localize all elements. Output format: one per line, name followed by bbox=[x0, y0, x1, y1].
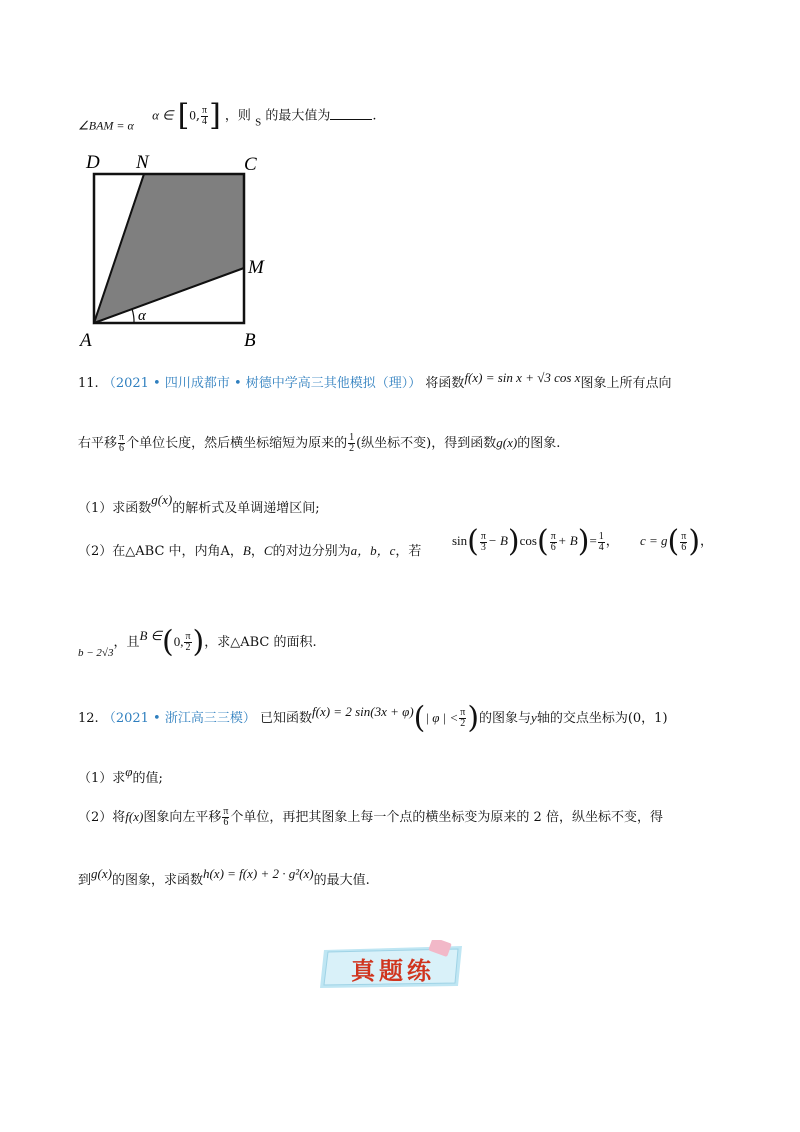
q12-text2: 的图象与 bbox=[479, 711, 532, 726]
max-value-text: 的最大值为 bbox=[265, 108, 331, 124]
q11-part1-b: 的解析式及单调递增区间; bbox=[172, 501, 320, 516]
answer-blank bbox=[330, 109, 372, 120]
c-condition: c = g( $\frac{\pi}{6}$ )， bbox=[640, 524, 714, 560]
end-dot: . bbox=[372, 108, 377, 124]
q11-source: （2021 • 四川成都市 • 树德中学高三其他模拟（理）） bbox=[102, 376, 422, 391]
q11-line2-c: (纵坐标不变)，得到函数 bbox=[356, 436, 497, 451]
q11-text2: 图象上所有点向 bbox=[580, 376, 672, 391]
b-value: b − 2√3 bbox=[78, 647, 114, 659]
q12-source: （2021 • 浙江高三三模） bbox=[102, 711, 256, 726]
q11-text1: 将函数 bbox=[425, 376, 465, 391]
q12-part2-a: （2）将 bbox=[78, 810, 126, 825]
q11-line4-mid: ，且 bbox=[113, 635, 140, 650]
q12-part1-b: 的值; bbox=[132, 771, 163, 786]
trail-comma: ， bbox=[700, 533, 714, 548]
alpha-range-prefix: α ∈ bbox=[152, 107, 174, 123]
q11-part2-B: B bbox=[242, 543, 251, 558]
s-variable: S bbox=[255, 116, 262, 129]
shift-fraction: $\frac{\pi}{6}$ bbox=[119, 432, 125, 454]
angle-definition: ∠BAM = α bbox=[78, 118, 134, 133]
label-A: A bbox=[80, 330, 92, 351]
q12-part2: （2）将f(x)图象向左平移 $\frac{\pi}{6}$ 个单位，再把其图象上每一个点的横坐标变为原来的 2 倍，纵坐标不变，得 bbox=[78, 806, 663, 828]
g-expression: g(x) bbox=[496, 435, 518, 450]
zero: 0, bbox=[173, 634, 184, 649]
q11-line4-end: ，求△ABC 的面积. bbox=[204, 635, 317, 650]
bracket-left: [ bbox=[177, 98, 190, 133]
q12-part2-f: f(x) bbox=[125, 809, 144, 824]
q11-part2-c: ， bbox=[250, 544, 264, 559]
y-var: y bbox=[531, 710, 537, 725]
q12-line1: 12. （2021 • 浙江高三三模） 已知函数f(x) = 2 sin(3x + φ)(| φ | < $\frac{\pi}{2}$ )的图象与y轴的交点坐标为(0，1) bbox=[78, 700, 668, 736]
q12-text3: 轴的交点坐标为(0，1) bbox=[536, 711, 668, 726]
cond-comma: ， bbox=[605, 533, 619, 548]
q12-line3-h: h(x) = f(x) + 2 · g²(x) bbox=[202, 866, 314, 881]
bracket-right: ] bbox=[209, 98, 221, 133]
cond-minusB: − B bbox=[487, 533, 508, 548]
scale-fraction: $\frac{1}{2}$ bbox=[349, 432, 355, 454]
q11-formula: f(x) = sin x + √3 cos x bbox=[464, 370, 581, 385]
cond-sin: sin bbox=[452, 533, 468, 548]
cond-cos: cos bbox=[519, 533, 537, 548]
q12-part1 bbox=[78, 764, 163, 786]
q12-line3 bbox=[78, 866, 370, 888]
label-D: D bbox=[86, 152, 100, 173]
q11-line1 bbox=[78, 370, 671, 391]
q12-formula: f(x) = 2 sin(3x + φ) bbox=[312, 704, 414, 719]
q11-part2-abc: a，b，c bbox=[350, 543, 396, 558]
q12-part1-a: （1）求 bbox=[78, 771, 126, 786]
q12-number: 12. bbox=[78, 711, 99, 726]
q12-line3-b: 的图象，求函数 bbox=[111, 873, 203, 888]
q11-part2-d: 的对边分别为 bbox=[272, 544, 351, 559]
q12-line3-a: 到 bbox=[78, 873, 92, 888]
q11-line2-a: 右平移 bbox=[78, 436, 118, 451]
q11-part1-g: g(x) bbox=[151, 492, 173, 507]
q12-line3-g: g(x) bbox=[91, 866, 112, 881]
phi-cond: | φ | < bbox=[425, 710, 459, 725]
cond-eq: = bbox=[589, 533, 597, 548]
cond-plusB: + B bbox=[557, 533, 578, 548]
q11-line4: $_{b - 2√3}$，且B ∈(0, $\frac{\pi}{2}$ )，求△ABC 的面积. bbox=[78, 624, 317, 660]
q11-part2-e: ，若 bbox=[395, 544, 422, 559]
section-banner bbox=[318, 940, 468, 992]
q11-part2 bbox=[78, 540, 421, 559]
label-C: C bbox=[244, 154, 257, 175]
q11-condition: sin( $\frac{\pi}{3}$ − B)cos( $\frac{\pi}{6}$ + B)= $\frac{1}{4}$ ， bbox=[452, 524, 619, 560]
q11-number: 11. bbox=[78, 376, 99, 391]
square-figure bbox=[70, 148, 280, 353]
range-fraction: $\frac{\pi}{4}$ bbox=[202, 104, 208, 127]
q11-part2-C: C bbox=[263, 543, 273, 558]
range-lower: 0 bbox=[189, 107, 196, 123]
q12-part2-c: 个单位，再把其图象上每一个点的横坐标变为原来的 2 倍，纵坐标不变，得 bbox=[230, 810, 663, 825]
label-N: N bbox=[136, 152, 149, 173]
q11-part1 bbox=[78, 492, 320, 516]
q11-line2-b: 个单位长度，然后横坐标缩短为原来的 bbox=[126, 436, 348, 451]
q11-line2 bbox=[78, 432, 560, 454]
c-eq: c = g bbox=[640, 533, 668, 548]
label-alpha: α bbox=[138, 308, 146, 324]
then-text: ，则 bbox=[224, 108, 251, 124]
B-in: B ∈ bbox=[139, 628, 162, 643]
banner-title: 真题练 bbox=[351, 956, 435, 985]
q12-text1: 已知函数 bbox=[260, 711, 313, 726]
q11-part1-a: （1）求函数 bbox=[78, 501, 152, 516]
shaded-region bbox=[94, 174, 244, 323]
angle-arc bbox=[132, 309, 134, 323]
q11-part2-a: （2）在△ABC 中，内角A， bbox=[78, 544, 243, 559]
label-B: B bbox=[244, 330, 256, 351]
q12-part1-phi: φ bbox=[125, 764, 133, 779]
label-M: M bbox=[248, 257, 264, 278]
top-line: ∠BAM = α α ∈ [0, $\frac{\pi}{4}$ ] ，则 $_S$ 的最大值为 . bbox=[78, 98, 377, 133]
q11-line2-d: 的图象. bbox=[517, 436, 561, 451]
q12-part2-b: 图象向左平移 bbox=[143, 810, 222, 825]
q12-line3-c: 的最大值. bbox=[313, 873, 370, 888]
